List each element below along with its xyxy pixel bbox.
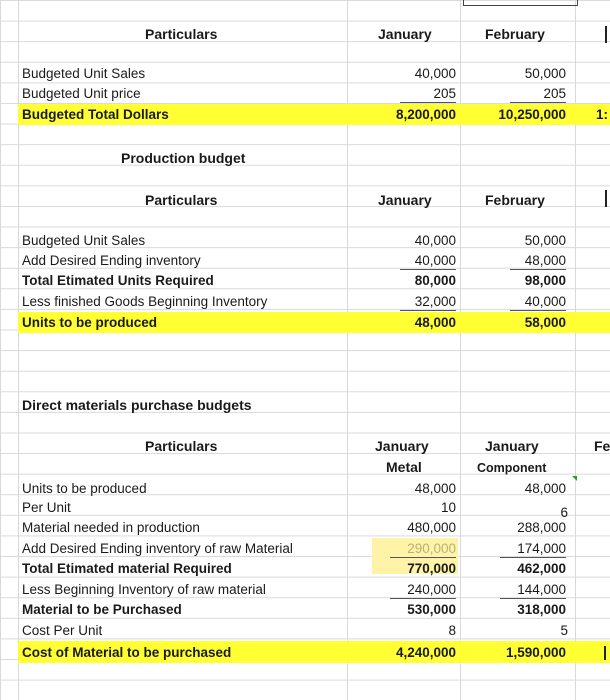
dm-row-jan: 48,000 bbox=[414, 481, 456, 496]
dm-row-label: Total Etimated material Required bbox=[22, 561, 232, 576]
cell-edge-marker bbox=[605, 190, 607, 207]
production-header-particulars: Particulars bbox=[145, 192, 218, 208]
dm-row-label: Units to be produced bbox=[22, 481, 147, 496]
dm-row-jan: 10 bbox=[440, 500, 456, 515]
dm-row-feb: 144,000 bbox=[500, 582, 566, 599]
dm-header-next: Fe bbox=[594, 438, 610, 454]
production-row-feb: 48,000 bbox=[510, 253, 566, 270]
dm-header-particulars: Particulars bbox=[145, 438, 218, 454]
dm-row-label: Add Desired Ending inventory of raw Material bbox=[22, 541, 293, 556]
dm-title: Direct materials purchase budgets bbox=[22, 397, 252, 413]
production-row-jan: 40,000 bbox=[414, 233, 456, 248]
sales-total-jan: 8,200,000 bbox=[395, 107, 456, 122]
production-row-jan: 40,000 bbox=[400, 253, 456, 270]
sales-row-label: Budgeted Unit Sales bbox=[22, 66, 146, 81]
production-row-feb: 50,000 bbox=[524, 233, 566, 248]
sales-header-particulars: Particulars bbox=[145, 26, 218, 42]
production-row-label: Budgeted Unit Sales bbox=[22, 233, 146, 248]
dm-row-jan: 8 bbox=[448, 623, 456, 638]
production-header-february: February bbox=[485, 192, 545, 208]
dm-header-col1-sub: Metal bbox=[386, 459, 422, 475]
dm-row-feb: 462,000 bbox=[517, 561, 566, 576]
sales-row-label: Budgeted Unit price bbox=[22, 86, 141, 101]
production-row-feb: 40,000 bbox=[510, 294, 566, 311]
sales-row-feb: 205 bbox=[510, 86, 566, 103]
sales-header-february: February bbox=[485, 26, 545, 42]
sales-total-label: Budgeted Total Dollars bbox=[22, 107, 169, 122]
production-row-jan: 80,000 bbox=[414, 273, 456, 288]
sales-row-jan: 205 bbox=[400, 86, 456, 103]
dm-row-jan: 290,000 bbox=[390, 541, 456, 558]
dm-row-feb: 288,000 bbox=[517, 520, 566, 535]
dm-row-feb: 174,000 bbox=[500, 541, 566, 558]
dm-header-col2-sub: Component bbox=[477, 461, 547, 475]
dm-total-jan: 4,240,000 bbox=[395, 645, 456, 660]
dm-row-label: Less Beginning Inventory of raw material bbox=[22, 582, 266, 597]
production-row-feb: 98,000 bbox=[524, 273, 566, 288]
dm-row-feb: 318,000 bbox=[517, 602, 566, 617]
dm-row-feb: 5 bbox=[560, 623, 568, 638]
dm-total-label: Cost of Material to be purchased bbox=[22, 645, 232, 660]
production-row-jan: 32,000 bbox=[400, 294, 456, 311]
sales-row-feb: 50,000 bbox=[524, 66, 566, 81]
cell-edge-marker bbox=[605, 26, 607, 43]
dm-row-label: Material to be Purchased bbox=[22, 602, 182, 617]
cell-comment-indicator bbox=[572, 476, 577, 481]
production-row-label: Less finished Goods Beginning Inventory bbox=[22, 294, 268, 309]
sales-row-jan: 40,000 bbox=[414, 66, 456, 81]
dm-row-label: Material needed in production bbox=[22, 520, 200, 535]
dm-row-jan: 480,000 bbox=[407, 520, 456, 535]
dm-total-feb: 1,590,000 bbox=[505, 645, 566, 660]
production-row-label: Total Etimated Units Required bbox=[22, 273, 214, 288]
dm-header-col2: January bbox=[485, 438, 539, 454]
dm-row-label: Cost Per Unit bbox=[22, 623, 103, 638]
dm-row-label: Per Unit bbox=[22, 500, 71, 515]
dm-row-feb: 48,000 bbox=[524, 481, 566, 496]
production-header-january: January bbox=[378, 192, 432, 208]
dm-row-jan: 240,000 bbox=[390, 582, 456, 599]
sales-header-january: January bbox=[378, 26, 432, 42]
sales-total-next: 1: bbox=[596, 107, 609, 122]
dm-row-jan: 530,000 bbox=[407, 602, 456, 617]
production-total-feb: 58,000 bbox=[524, 315, 566, 330]
production-total-jan: 48,000 bbox=[414, 315, 456, 330]
dm-row-feb: 6 bbox=[560, 505, 568, 520]
sales-total-feb: 10,250,000 bbox=[498, 107, 566, 122]
cell-edge-marker bbox=[604, 646, 606, 660]
production-title: Production budget bbox=[121, 150, 246, 166]
dm-row-jan: 770,000 bbox=[407, 561, 456, 576]
production-total-label: Units to be produced bbox=[22, 315, 157, 330]
selected-cell-border bbox=[463, 0, 578, 6]
production-row-label: Add Desired Ending inventory bbox=[22, 253, 201, 268]
dm-header-col1: January bbox=[375, 438, 429, 454]
